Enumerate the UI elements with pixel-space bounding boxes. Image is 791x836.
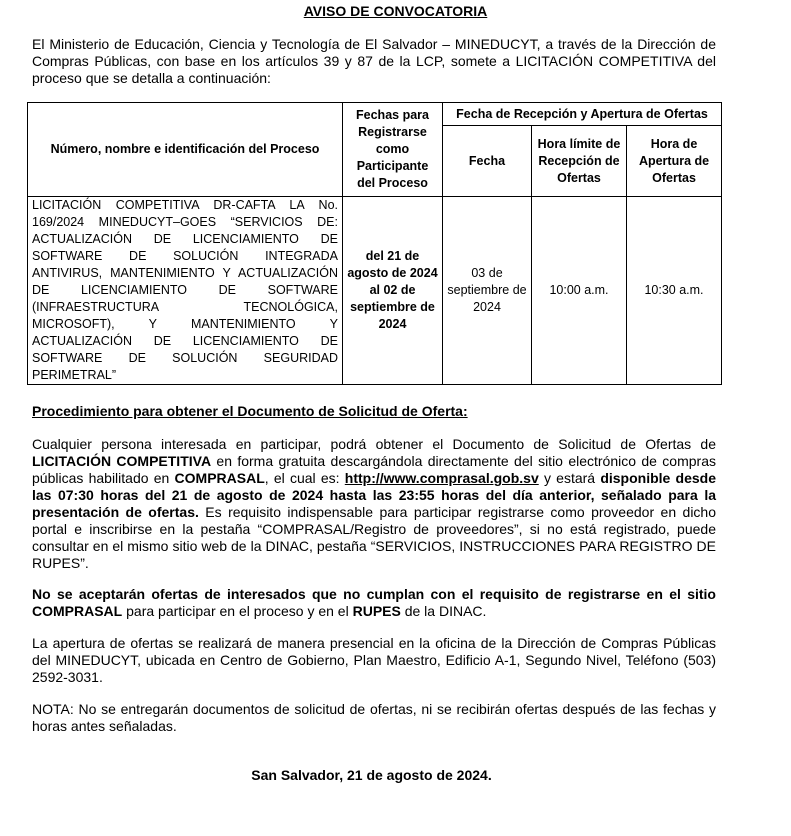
p1-text-a: Cualquier persona interesada en participar, podrá obtener el Documento de Solicitud de Ofertas de [32, 436, 716, 452]
procedure-paragraph-3: La apertura de ofertas se realizará de manera presencial en la oficina de la Dirección de Compras Públicas del MINEDUCYT, ubicada en Centro de Gobierno, Plan Maestro, Edificio A-1, Segundo Nivel, Teléfono (503) 2592-3031. [32, 635, 716, 685]
p1-bold-licitacion: LICITACIÓN COMPETITIVA [32, 453, 212, 469]
p1-text-f: y estará [538, 470, 601, 486]
title-text: AVISO DE CONVOCATORIA [303, 3, 488, 19]
cell-deadline: 10:00 a.m. [532, 197, 627, 385]
comprasal-link[interactable]: http://www.comprasal.gob.sv [344, 470, 539, 486]
header-registration: Fechas para Registrarse como Participante del Proceso [343, 103, 443, 197]
p1-text-h: Es requisito indispensable para participar registrarse como proveedor en dicho portal e inscribirse en la pestaña “COMPRASAL/Registro de proveedores”, si no está registrado, puede consultar en el mismo sitio web de la DINAC, pestaña “SERVICIOS, INSTRUCCIONES PARA REGISTRO DE RUPES”. [32, 504, 716, 571]
page-title [0, 3, 791, 20]
header-deadline: Hora límite de Recepción de Ofertas [532, 126, 627, 197]
header-reception-group: Fecha de Recepción y Apertura de Ofertas [443, 103, 722, 126]
header-opening: Hora de Apertura de Ofertas [627, 126, 722, 197]
cell-opening: 10:30 a.m. [627, 197, 722, 385]
table-row [28, 197, 722, 385]
cell-process: LICITACIÓN COMPETITIVA DR-CAFTA LA No. 169/2024 MINEDUCYT–GOES “SERVICIOS DE: ACTUALIZACIÓN DE LICENCIAMIENTO DE SOFTWARE DE SOLUCIÓN INTEGRADA ANTIVIRUS, MANTENIMIENTO Y ACTUALIZACIÓN DE LICENCIAMIENTO DE SOFTWARE (INFRAESTRUCTURA TECNOLÓGICA, MICROSOFT), Y MANTENIMIENTO Y ACTUALIZACIÓN DE LICENCIAMIENTO DE SOFTWARE DE SOLUCIÓN SEGURIDAD PERIMETRAL” [28, 197, 343, 385]
p2-bold-warning: No se aceptarán ofertas de interesados que no cumplan con el requisito de registrarse en el sitio COMPRASAL [32, 586, 716, 619]
procedure-paragraph-2 [32, 586, 716, 620]
p1-text-c: en forma gratuita descargándola directamente del sitio electrónico de compras públicas habilitado en [32, 453, 716, 486]
cell-registration: del 21 de agosto de 2024 al 02 de septiembre de 2024 [343, 197, 443, 385]
intro-paragraph: El Ministerio de Educación, Ciencia y Tecnología de El Salvador – MINEDUCYT, a través de la Dirección de Compras Públicas, con base en los artículos 39 y 87 de la LCP, somete a LICITACIÓN COMPETITIVA del proceso que se detalla a continuación: [32, 36, 716, 86]
header-process: Número, nombre e identificación del Proceso [28, 103, 343, 197]
p2-text-d: de la DINAC. [400, 603, 487, 619]
procedure-paragraph-1 [32, 436, 716, 572]
closing-line: San Salvador, 21 de agosto de 2024. [251, 767, 492, 783]
table-header-row [28, 103, 722, 126]
procedure-heading: Procedimiento para obtener el Documento de Solicitud de Oferta: [32, 403, 468, 419]
procedure-note: NOTA: No se entregarán documentos de solicitud de ofertas, ni se recibirán ofertas después de las fechas y horas antes señaladas. [32, 701, 716, 734]
p2-bold-rupes: RUPES [352, 603, 401, 619]
p2-text-b: para participar en el proceso y en el [122, 603, 353, 619]
cell-date: 03 de septiembre de 2024 [443, 197, 532, 385]
process-table [27, 102, 722, 385]
header-date: Fecha [443, 126, 532, 197]
p1-bold-availability: disponible desde las 07:30 horas del 21 de agosto de 2024 hasta las 23:55 horas del día anterior, señalado para la presentación de ofertas. [32, 470, 716, 520]
p1-text-e: , el cual es: [264, 470, 345, 486]
p1-bold-comprasal: COMPRASAL [174, 470, 265, 486]
